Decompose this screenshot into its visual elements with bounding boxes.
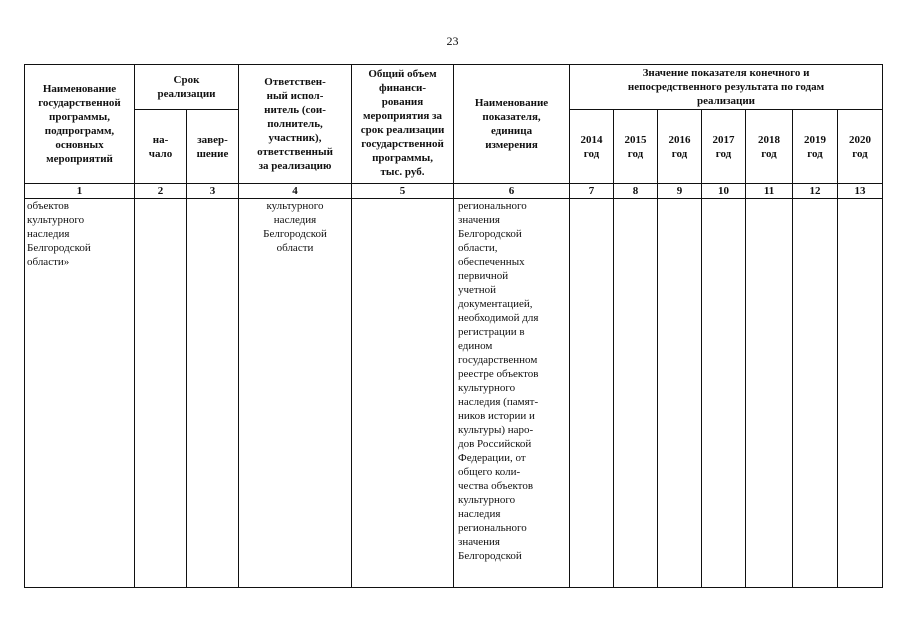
page-number: 23: [446, 34, 459, 48]
column-number: 9: [658, 184, 702, 199]
column-number: 2: [135, 184, 187, 199]
column-number: 6: [454, 184, 570, 199]
column-number: 1: [25, 184, 135, 199]
value-2018-cell: [746, 199, 793, 588]
header-period: Срок реализации: [135, 65, 239, 110]
value-2015-cell: [614, 199, 658, 588]
program-table: [24, 64, 883, 588]
header-year-2019: 2019 год: [793, 110, 838, 184]
column-number: 11: [746, 184, 793, 199]
value-2016-cell: [658, 199, 702, 588]
value-2017-cell: [702, 199, 746, 588]
column-number: 3: [187, 184, 239, 199]
column-number: 10: [702, 184, 746, 199]
header-year-2016: 2016 год: [658, 110, 702, 184]
header-executor: Ответствен- ный испол- нитель (сои- полнитель, участник), ответственный за реализацию: [239, 65, 352, 184]
value-2014-cell: [570, 199, 614, 588]
column-number: 12: [793, 184, 838, 199]
value-2020-cell: [838, 199, 883, 588]
column-number: 8: [614, 184, 658, 199]
executor-cell: культурного наследия Белгородской области: [239, 199, 352, 588]
header-end: завер- шение: [187, 110, 239, 184]
header-indicator-values: Значение показателя конечного и непосредственного результата по годам реализации: [570, 65, 883, 110]
column-number: 4: [239, 184, 352, 199]
end-cell: [187, 199, 239, 588]
header-indicator: Наименование показателя, единица измерения: [454, 65, 570, 184]
column-number: 13: [838, 184, 883, 199]
value-2019-cell: [793, 199, 838, 588]
column-number: 7: [570, 184, 614, 199]
header-financing: Общий объем финанси- рования мероприятия за срок реализации государственной программы, тыс. руб.: [352, 65, 454, 184]
header-program-name: Наименование государственной программы, подпрограмм, основных мероприятий: [25, 65, 135, 184]
indicator-cell: регионального значения Белгородской области, обеспеченных первичной учетной документацией, необходимой для регистрации в едином государственном реестре объектов культурного наследия (памят- ников истории и культуры) наро- дов Российской Федерации, от общего коли- чества объектов культурного наследия регионального значения Белгородской: [454, 199, 570, 588]
header-year-2015: 2015 год: [614, 110, 658, 184]
header-year-2018: 2018 год: [746, 110, 793, 184]
header-year-2017: 2017 год: [702, 110, 746, 184]
financing-cell: [352, 199, 454, 588]
header-year-2014: 2014 год: [570, 110, 614, 184]
program-name-cell: объектов культурного наследия Белгородской области»: [25, 199, 135, 588]
start-cell: [135, 199, 187, 588]
header-year-2020: 2020 год: [838, 110, 883, 184]
column-number: 5: [352, 184, 454, 199]
header-start: на- чало: [135, 110, 187, 184]
